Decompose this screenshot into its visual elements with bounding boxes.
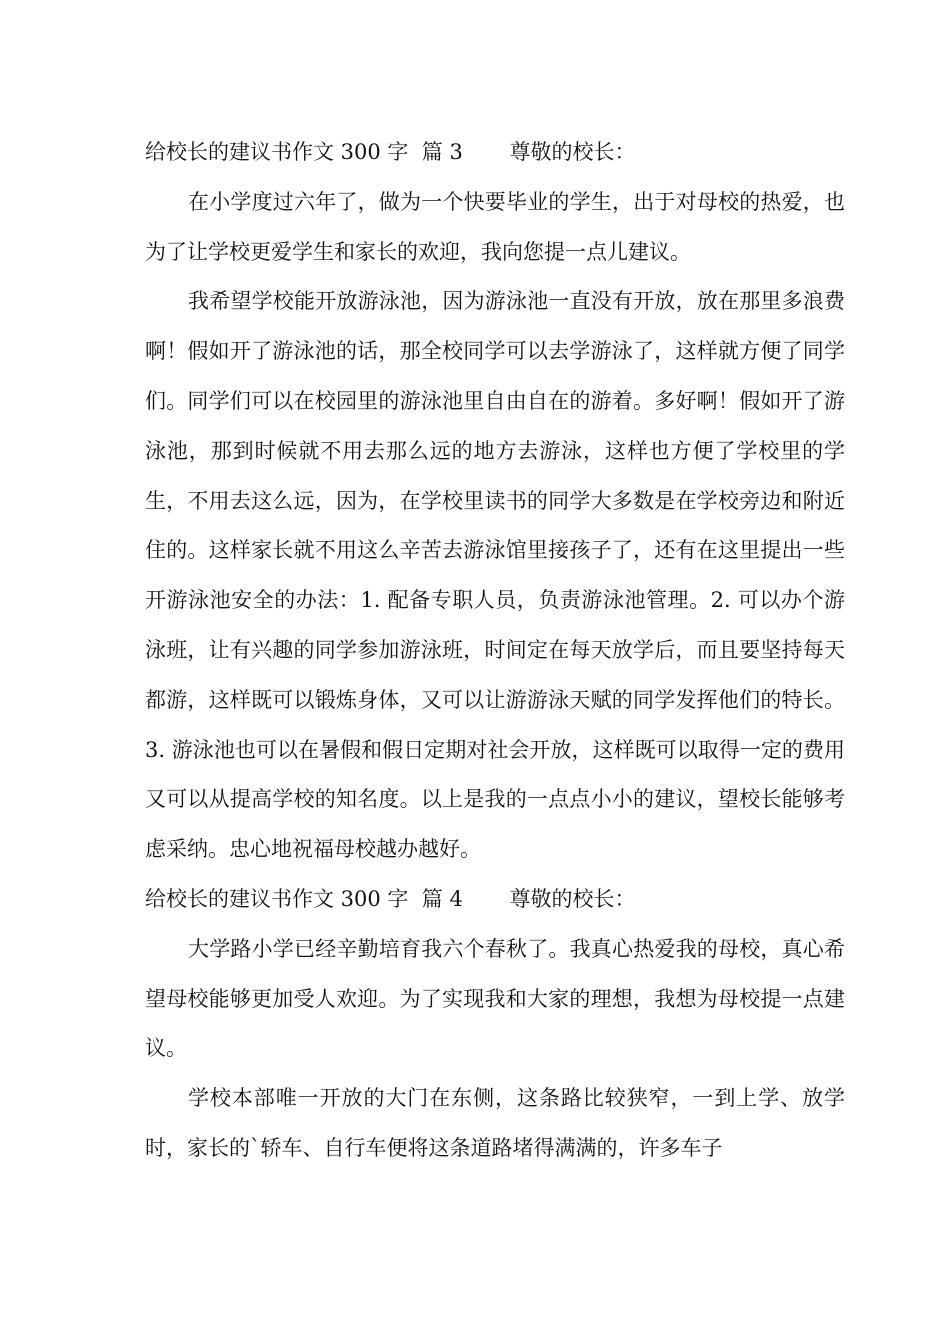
paragraph: 我希望学校能开放游泳池，因为游泳池一直没有开放，放在那里多浪费啊！假如开了游泳池的话，那全校同学可以去学游泳了，这样就方便了同学们。同学们可以在校园里的游泳池里自由自在的游着。多好啊！假如开了游泳池，那到时候就不用去那么远的地方去游泳，这样也方便了学校里的学生，不用去这么远，因为，在学校里读书的同学大多数是在学校旁边和附近住的。这样家长就不用这么辛苦去游泳馆里接孩子了，还有在这里提出一些开游泳池安全的办法：1. 配备专职人员，负责游泳池管理。2. 可以办个游泳班，让有兴趣的同学参加游泳班，时间定在每天放学后，而且要坚持每天都游，这样既可以锻炼身体，又可以让游游泳天赋的同学发挥他们的特长。3. 游泳池也可以在暑假和假日定期对社会开放，这样既可以取得一定的费用又可以从提高学校的知名度。以上是我的一点点小小的建议，望校长能够考虑采纳。忠心地祝福母校越办越好。	[145, 289, 845, 862]
document-body	[145, 128, 845, 1174]
section-heading-4: 给校长的建议书作文 300 字 篇 4 尊敬的校长：	[145, 886, 636, 911]
paragraph: 学校本部唯一开放的大门在东侧，这条路比较狭窄，一到上学、放学时，家长的`轿车、自行车便将这条道路堵得满满的，许多车子	[145, 1086, 845, 1160]
paragraph: 在小学度过六年了，做为一个快要毕业的学生，出于对母校的热爱，也为了让学校更爱学生和家长的欢迎，我向您提一点儿建议。	[145, 189, 845, 264]
section-heading-3: 给校长的建议书作文 300 字 篇 3 尊敬的校长：	[145, 140, 636, 164]
paragraph: 大学路小学已经辛勤培育我六个春秋了。我真心热爱我的母校，真心希望母校能够更加受人欢迎。为了实现我和大家的理想，我想为母校提一点建议。	[145, 936, 845, 1061]
